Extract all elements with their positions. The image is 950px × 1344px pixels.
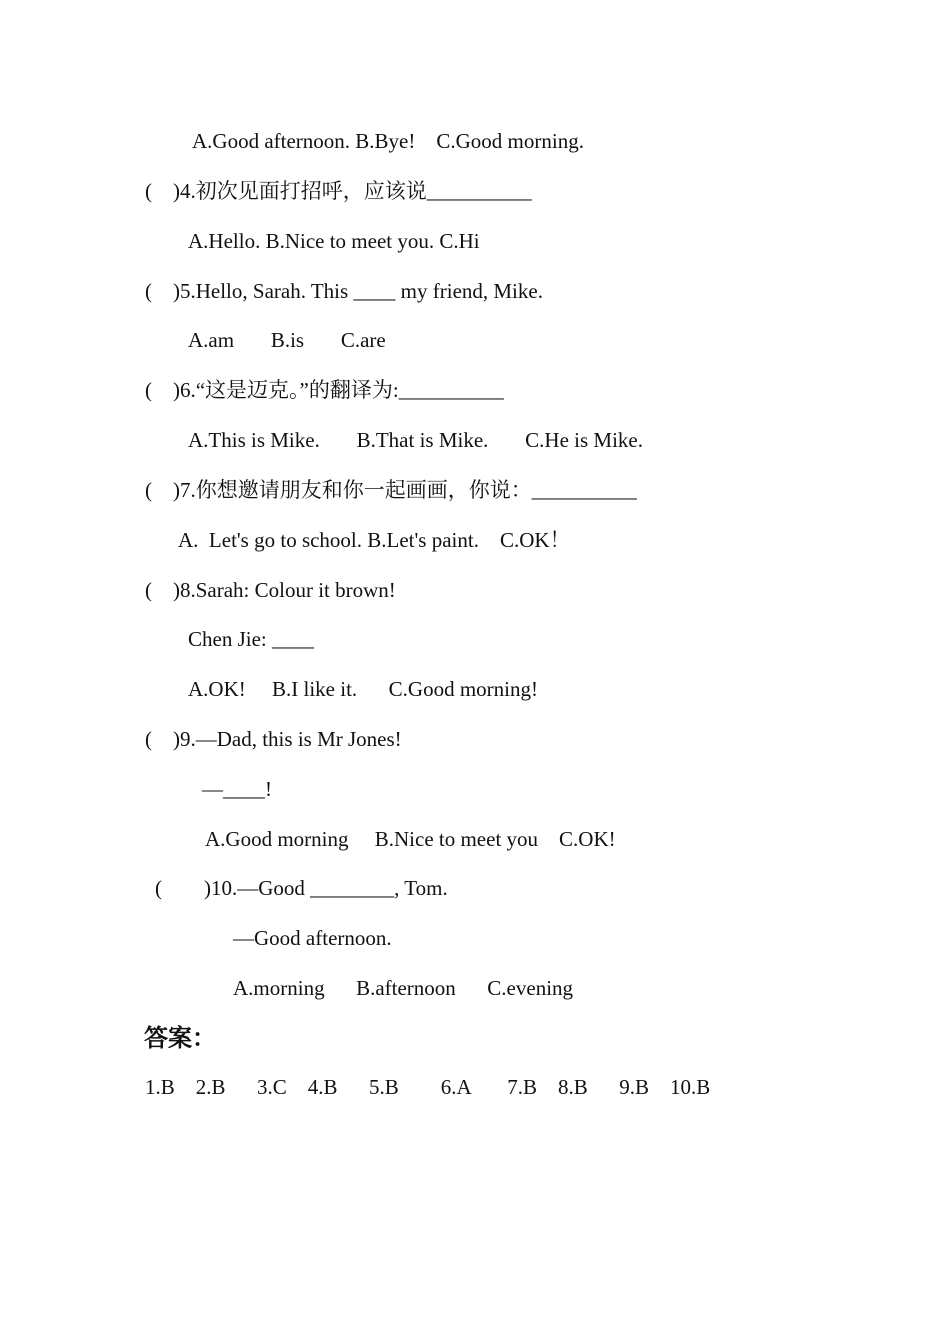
q4-options: A.Hello. B.Nice to meet you. C.Hi	[188, 229, 480, 253]
q6-stem: ( )6.“这是迈克。”的翻译为:__________	[145, 378, 504, 402]
q7-stem: ( )7.你想邀请朋友和你一起画画，你说：__________	[145, 478, 637, 502]
q6-options: A.This is Mike. B.That is Mike. C.He is Mike.	[188, 428, 643, 452]
q10-reply: —Good afternoon.	[233, 926, 392, 950]
q7-options: A. Let's go to school. B.Let's paint. C.OK！	[178, 528, 571, 552]
q9-stem: ( )9.—Dad, this is Mr Jones!	[145, 727, 402, 751]
q8-options: A.OK! B.I like it. C.Good morning!	[188, 677, 538, 701]
answers-heading: 答案：	[144, 1024, 216, 1052]
q9-options: A.Good morning B.Nice to meet you C.OK!	[205, 827, 616, 851]
q3-options: A.Good afternoon. B.Bye! C.Good morning.	[192, 129, 584, 153]
q10-stem: ( )10.—Good ________, Tom.	[155, 876, 448, 900]
q5-options: A.am B.is C.are	[188, 328, 386, 352]
q5-stem: ( )5.Hello, Sarah. This ____ my friend, Mike.	[145, 279, 543, 303]
answers-list: 1.B 2.B 3.C 4.B 5.B 6.A 7.B 8.B 9.B 10.B	[145, 1075, 711, 1099]
q8-stem: ( )8.Sarah: Colour it brown!	[145, 578, 396, 602]
q9-reply: —____!	[202, 777, 272, 801]
q8-reply: Chen Jie: ____	[188, 627, 314, 651]
q4-stem: ( )4.初次见面打招呼，应该说__________	[145, 179, 532, 203]
q10-options: A.morning B.afternoon C.evening	[233, 976, 574, 1000]
